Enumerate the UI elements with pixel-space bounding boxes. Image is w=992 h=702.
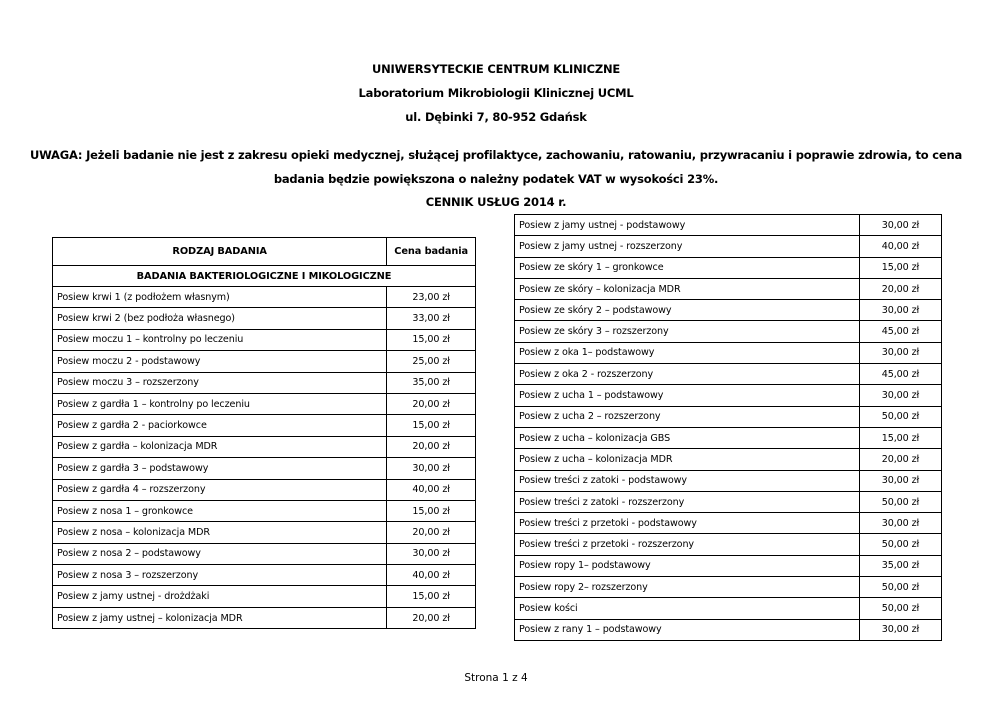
- table-row: [515, 513, 942, 534]
- table-row: [515, 598, 942, 619]
- test-name-cell: Posiew z ucha 2 – rozszerzony: [515, 406, 860, 427]
- table-row: [515, 619, 942, 640]
- price-cell: 33,00 zł: [387, 308, 476, 329]
- address: ul. Dębinki 7, 80-952 Gdańsk: [405, 110, 587, 124]
- price-cell: 20,00 zł: [859, 278, 941, 299]
- test-name-cell: Posiew ropy 1– podstawowy: [515, 555, 860, 576]
- test-name-cell: Posiew z gardła 2 - paciorkowce: [53, 415, 387, 436]
- price-cell: 30,00 zł: [859, 513, 941, 534]
- table-row: [53, 586, 476, 607]
- laboratory-name: Laboratorium Mikrobiologii Klinicznej UCML: [358, 86, 634, 100]
- test-name-cell: Posiew z oka 1– podstawowy: [515, 342, 860, 363]
- price-cell: 30,00 zł: [859, 342, 941, 363]
- table-row: [515, 257, 942, 278]
- price-cell: 30,00 zł: [859, 470, 941, 491]
- test-name-cell: Posiew z gardła 3 – podstawowy: [53, 458, 387, 479]
- table-row: [53, 329, 476, 350]
- table-row: [515, 215, 942, 236]
- column-header-test-type: RODZAJ BADANIA: [53, 238, 387, 266]
- test-name-cell: Posiew ze skóry 2 – podstawowy: [515, 300, 860, 321]
- test-name-cell: Posiew z ucha – kolonizacja GBS: [515, 427, 860, 448]
- price-cell: 50,00 zł: [859, 577, 941, 598]
- table-row: [53, 308, 476, 329]
- vat-notice-line-2: badania będzie powiększona o należny podatek VAT w wysokości 23%.: [273, 172, 719, 186]
- test-name-cell: Posiew z nosa 2 – podstawowy: [53, 543, 387, 564]
- table-row: [515, 364, 942, 385]
- table-row: [53, 565, 476, 586]
- institution-name: UNIWERSYTECKIE CENTRUM KLINICZNE: [371, 62, 621, 76]
- page-number: Strona 1 z 4: [464, 672, 528, 684]
- price-cell: 30,00 zł: [859, 385, 941, 406]
- table-row: [53, 458, 476, 479]
- price-cell: 20,00 zł: [859, 449, 941, 470]
- test-name-cell: Posiew z ucha 1 – podstawowy: [515, 385, 860, 406]
- price-cell: 30,00 zł: [387, 543, 476, 564]
- table-row: [515, 385, 942, 406]
- price-cell: 15,00 zł: [387, 415, 476, 436]
- price-cell: 35,00 zł: [387, 372, 476, 393]
- test-name-cell: Posiew treści z przetoki - rozszerzony: [515, 534, 860, 555]
- table-row: [53, 351, 476, 372]
- test-name-cell: Posiew z gardła 4 – rozszerzony: [53, 479, 387, 500]
- table-header-row: [53, 238, 476, 266]
- vat-notice-line-1: UWAGA: Jeżeli badanie nie jest z zakresu opieki medycznej, służącej profilaktyce, zachowaniu, ratowaniu, przywracaniu i poprawie zdrowia, to cena: [29, 148, 963, 162]
- table-row: [53, 415, 476, 436]
- test-name-cell: Posiew krwi 2 (bez podłoża własnego): [53, 308, 387, 329]
- table-row: [515, 342, 942, 363]
- price-cell: 30,00 zł: [859, 300, 941, 321]
- test-name-cell: Posiew z oka 2 - rozszerzony: [515, 364, 860, 385]
- table-row: [53, 500, 476, 521]
- test-name-cell: Posiew ze skóry 3 – rozszerzony: [515, 321, 860, 342]
- price-cell: 50,00 zł: [859, 491, 941, 512]
- test-name-cell: Posiew ropy 2– rozszerzony: [515, 577, 860, 598]
- test-name-cell: Posiew treści z zatoki - podstawowy: [515, 470, 860, 491]
- price-cell: 15,00 zł: [387, 329, 476, 350]
- price-table-right: [514, 214, 942, 641]
- test-name-cell: Posiew z gardła – kolonizacja MDR: [53, 436, 387, 457]
- test-name-cell: Posiew moczu 2 - podstawowy: [53, 351, 387, 372]
- table-row: [515, 300, 942, 321]
- price-cell: 15,00 zł: [387, 586, 476, 607]
- price-list-title: CENNIK USŁUG 2014 r.: [425, 195, 567, 209]
- price-cell: 25,00 zł: [387, 351, 476, 372]
- table-row: [515, 491, 942, 512]
- table-row: [515, 577, 942, 598]
- table-row: [53, 607, 476, 628]
- table-row: [515, 470, 942, 491]
- section-title: BADANIA BAKTERIOLOGICZNE I MIKOLOGICZNE: [53, 266, 476, 287]
- price-cell: 30,00 zł: [859, 215, 941, 236]
- price-cell: 50,00 zł: [859, 406, 941, 427]
- test-name-cell: Posiew z jamy ustnej - drożdżaki: [53, 586, 387, 607]
- price-cell: 20,00 zł: [387, 607, 476, 628]
- test-name-cell: Posiew z ucha – kolonizacja MDR: [515, 449, 860, 470]
- test-name-cell: Posiew kości: [515, 598, 860, 619]
- test-name-cell: Posiew treści z przetoki - podstawowy: [515, 513, 860, 534]
- test-name-cell: Posiew treści z zatoki - rozszerzony: [515, 491, 860, 512]
- price-cell: 50,00 zł: [859, 598, 941, 619]
- table-row: [515, 236, 942, 257]
- test-name-cell: Posiew ze skóry 1 – gronkowce: [515, 257, 860, 278]
- price-cell: 50,00 zł: [859, 534, 941, 555]
- table-row: [53, 543, 476, 564]
- price-cell: 40,00 zł: [859, 236, 941, 257]
- test-name-cell: Posiew z nosa 1 – gronkowce: [53, 500, 387, 521]
- test-name-cell: Posiew moczu 1 – kontrolny po leczeniu: [53, 329, 387, 350]
- price-table-left: [52, 237, 476, 629]
- test-name-cell: Posiew z rany 1 – podstawowy: [515, 619, 860, 640]
- table-row: [53, 522, 476, 543]
- table-row: [515, 534, 942, 555]
- table-row: [515, 449, 942, 470]
- test-name-cell: Posiew z jamy ustnej - podstawowy: [515, 215, 860, 236]
- price-cell: 45,00 zł: [859, 321, 941, 342]
- table-row: [53, 479, 476, 500]
- price-cell: 30,00 zł: [859, 619, 941, 640]
- price-cell: 15,00 zł: [387, 500, 476, 521]
- section-header-row: [53, 266, 476, 287]
- test-name-cell: Posiew krwi 1 (z podłożem własnym): [53, 287, 387, 308]
- test-name-cell: Posiew z nosa – kolonizacja MDR: [53, 522, 387, 543]
- price-cell: 15,00 zł: [859, 427, 941, 448]
- test-name-cell: Posiew z jamy ustnej - rozszerzony: [515, 236, 860, 257]
- price-cell: 20,00 zł: [387, 522, 476, 543]
- test-name-cell: Posiew z gardła 1 – kontrolny po leczeniu: [53, 393, 387, 414]
- test-name-cell: Posiew z nosa 3 – rozszerzony: [53, 565, 387, 586]
- column-header-price: Cena badania: [387, 238, 476, 266]
- price-cell: 23,00 zł: [387, 287, 476, 308]
- table-row: [53, 287, 476, 308]
- price-cell: 40,00 zł: [387, 565, 476, 586]
- table-row: [515, 406, 942, 427]
- table-row: [53, 436, 476, 457]
- price-cell: 35,00 zł: [859, 555, 941, 576]
- table-row: [515, 555, 942, 576]
- price-cell: 30,00 zł: [387, 458, 476, 479]
- table-row: [515, 427, 942, 448]
- table-row: [53, 393, 476, 414]
- test-name-cell: Posiew moczu 3 – rozszerzony: [53, 372, 387, 393]
- price-cell: 40,00 zł: [387, 479, 476, 500]
- price-cell: 45,00 zł: [859, 364, 941, 385]
- table-row: [515, 278, 942, 299]
- price-cell: 15,00 zł: [859, 257, 941, 278]
- test-name-cell: Posiew z jamy ustnej – kolonizacja MDR: [53, 607, 387, 628]
- price-cell: 20,00 zł: [387, 436, 476, 457]
- price-cell: 20,00 zł: [387, 393, 476, 414]
- test-name-cell: Posiew ze skóry – kolonizacja MDR: [515, 278, 860, 299]
- table-row: [53, 372, 476, 393]
- table-row: [515, 321, 942, 342]
